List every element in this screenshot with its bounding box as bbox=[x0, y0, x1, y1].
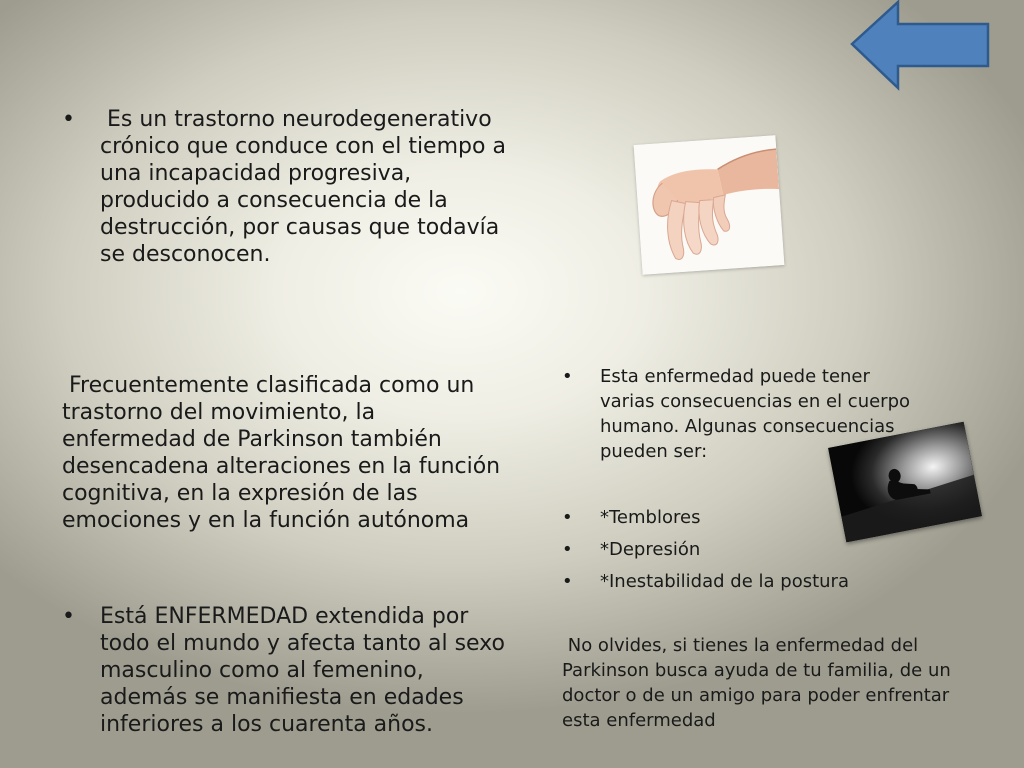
left-bullet-2 bbox=[62, 603, 512, 738]
consequence-text: *Inestabilidad de la postura bbox=[600, 571, 849, 592]
left-paragraph: Frecuentemente clasificada como un trastorno del movimiento, la enfermedad de Parkinson también desencadena alteraciones en la función cognitiva, en la expresión de las emociones y en la función autónoma bbox=[62, 373, 508, 533]
bullet-marker: • bbox=[562, 366, 573, 387]
bullet-marker: • bbox=[62, 107, 75, 132]
closing-paragraph: No olvides, si tienes la enfermedad del Parkinson busca ayuda de tu familia, de un doctor o de un amigo para poder enfrentar esta enfermedad bbox=[562, 635, 957, 731]
consequence-item bbox=[562, 505, 962, 530]
right-intro-text: Esta enfermedad puede tener varias consecuencias en el cuerpo humano. Algunas consecuencias pueden ser: bbox=[600, 366, 911, 462]
bullet-marker: • bbox=[62, 604, 75, 629]
consequence-item bbox=[562, 537, 962, 562]
consequence-text: *Depresión bbox=[600, 539, 701, 560]
hand-photo bbox=[634, 135, 785, 275]
consequence-item bbox=[562, 569, 962, 594]
left-arrow-icon bbox=[848, 0, 992, 92]
left-bullet-1-text: Es un trastorno neurodegenerativo crónico que conduce con el tiempo a una incapacidad progresiva, producido a consecuencia de la destrucción, por causas que todavía se desconocen. bbox=[100, 107, 513, 267]
back-arrow-button[interactable] bbox=[848, 0, 992, 92]
consequence-text: *Temblores bbox=[600, 507, 701, 528]
bullet-marker: • bbox=[562, 507, 573, 528]
left-bullet-2-text: Está ENFERMEDAD extendida por todo el mundo y afecta tanto al sexo masculino como al femenino, además se manifiesta en edades inferiores a los cuarenta años. bbox=[100, 604, 505, 737]
trembling-hand-image bbox=[634, 135, 785, 275]
bullet-marker: • bbox=[562, 571, 573, 592]
bullet-marker: • bbox=[562, 539, 573, 560]
left-bullet-1 bbox=[62, 106, 512, 268]
